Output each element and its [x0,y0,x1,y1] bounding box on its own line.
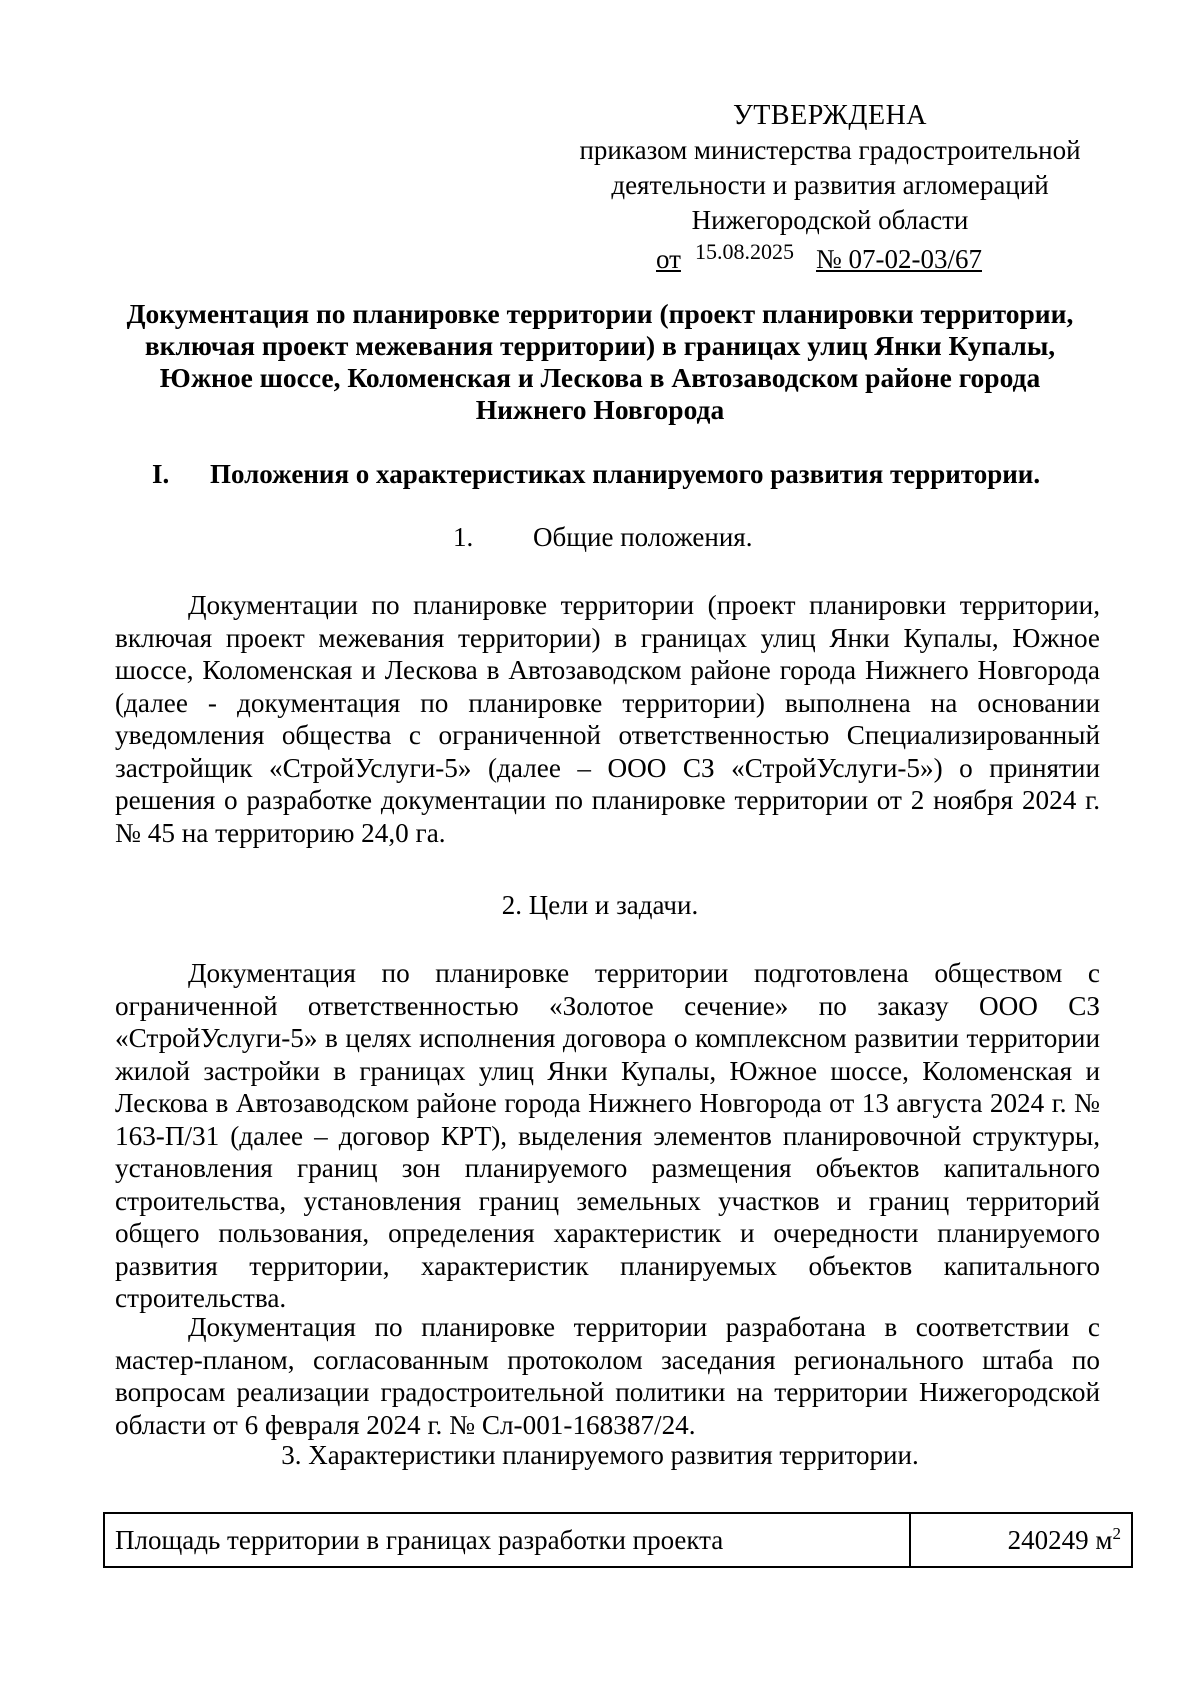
order-prefix: от [656,244,681,274]
approval-line-3: Нижегородской области [691,205,969,235]
characteristics-table [103,1512,1133,1568]
table-row [104,1513,1132,1567]
subsection-1-title: Общие положения. [533,522,753,552]
approval-stamp [560,98,1100,278]
paragraph-goals: Документация по планировке территории подготовлена обществом с ограниченной ответственностью «Золотое сечение» по заказу ООО СЗ «СтройУслуги-5» в целях исполнения договора о комплексном развитии территории жилой застройки в границах улиц Янки Купалы, Южное шоссе, Коломенская и Лескова в Автозаводском районе города Нижнего Новгорода от 13 августа 2024 г. № 163-П/31 (далее – договор КРТ), выделения элементов планировочной структуры, установления границ зон планируемого размещения объектов капитального строительства, установления границ земельных участков и границ территорий общего пользования, определения характеристик и очередности планируемого развития территории, характеристик планируемых объектов капитального строительства. [115,958,1100,1313]
paragraph-general: Документации по планировке территории (проект планировки территории, включая проект межевания территории) в границах улиц Янки Купалы, Южное шоссе, Коломенская и Лескова в Автозаводском районе города Нижнего Новгорода (далее - документация по планировке территории) выполнена на основании уведомления общества с ограниченной ответственностью Специализированный застройщик «СтройУслуги-5» (далее – ООО СЗ «СтройУслуги-5») о принятии решения о разработке документации по планировке территории от 2 ноября 2024 г. № 45 на территорию 24,0 га. [115,590,1100,848]
section-title: Положения о характеристиках планируемого развития территории. [210,459,1041,489]
approval-line-2: деятельности и развития агломераций [611,170,1049,200]
order-line [560,238,1100,278]
approval-line-1: приказом министерства градостроительной [579,135,1081,165]
order-number: № 07-02-03/67 [816,244,982,274]
subsection-1-heading [453,522,752,553]
unit-superscript: 2 [1112,1524,1121,1543]
document-title: Документация по планировке территории (проект планировки территории, включая проект межевания территории) в границах улиц Янки Купалы, Южное шоссе, Коломенская и Лескова в Автозаводском районе города Нижнего Новгорода [126,298,1074,425]
subsection-2-heading: 2. Цели и задачи. [501,890,699,920]
section-number: I. [152,459,170,489]
approval-title: УТВЕРЖДЕНА [732,100,928,131]
subsection-3-heading: 3. Характеристики планируемого развития территории. [281,1440,919,1470]
table-cell-value [910,1513,1132,1567]
subsection-1-number: 1. [453,522,474,552]
paragraph-master-plan: Документация по планировке территории разработана в соответствии с мастер-планом, согласованным протоколом заседания регионального штаба по вопросам реализации градостроительной политики на территории Нижегородской области от 6 февраля 2024 г. № Сл-001-168387/24. [115,1312,1100,1440]
order-date: 15.08.2025 [695,239,794,264]
table-cell-label: Площадь территории в границах разработки проекта [104,1513,910,1567]
section-heading [152,459,1040,490]
area-value: 240249 м [1007,1525,1113,1555]
